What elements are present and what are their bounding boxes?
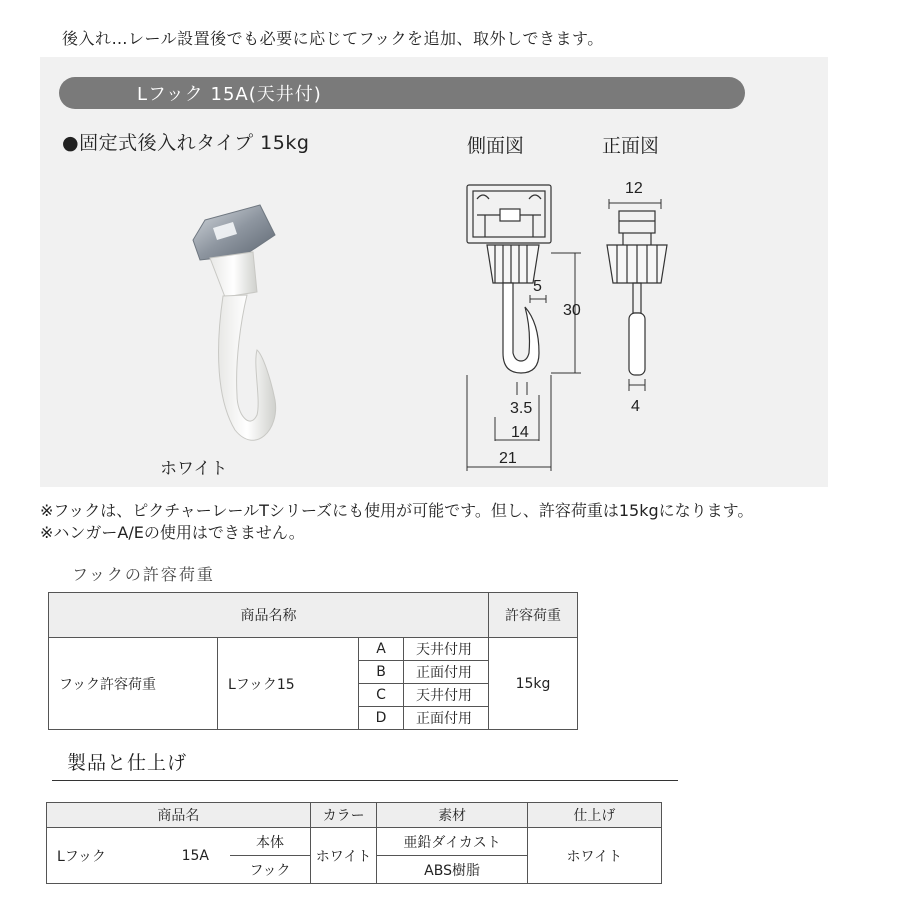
variant-type: 天井付用 [404, 684, 489, 707]
variant-code: B [359, 661, 404, 684]
product-banner-title: Lフック 15A(天井付) [137, 84, 322, 105]
note-compatibility: ※フックは、ピクチャーレールTシリーズにも使用が可能です。但し、許容荷重は15kgになります。 [40, 501, 754, 520]
part-material: 亜鉛ダイカスト [377, 828, 527, 856]
variant-type: 正面付用 [404, 707, 489, 730]
header-name: 商品名 [47, 803, 311, 828]
variant-type: 正面付用 [404, 661, 489, 684]
product-feature: ●固定式後入れタイプ 15kg [62, 132, 310, 154]
dim-hook-gap: 5 [533, 278, 542, 295]
products-table [46, 802, 662, 884]
side-view-drawing [455, 175, 605, 475]
header-load: 許容荷重 [489, 593, 578, 638]
side-view-label: 側面図 [467, 135, 525, 157]
hook-load-table [48, 592, 578, 730]
products-divider [52, 780, 678, 781]
hook-load-title: フックの許容荷重 [72, 565, 215, 584]
row-label: フック許容荷重 [49, 638, 218, 730]
product-name: Lフック [47, 828, 161, 884]
header-material: 素材 [377, 803, 527, 828]
dim-height: 30 [563, 302, 581, 319]
product-color: ホワイト [310, 828, 377, 884]
dim-hook-thickness: 3.5 [510, 400, 533, 417]
hook-product-image [175, 200, 305, 450]
part-name: 本体 [230, 828, 310, 856]
product-model: 15A [160, 828, 230, 884]
intro-text: 後入れ…レール設置後でも必要に応じてフックを追加、取外しできます。 [62, 29, 604, 48]
header-product-name: 商品名称 [49, 593, 489, 638]
variant-code: D [359, 707, 404, 730]
variant-code: C [359, 684, 404, 707]
front-view-label: 正面図 [602, 135, 660, 157]
product-model: Lフック15 [218, 638, 359, 730]
part-name: フック [230, 856, 310, 884]
products-title: 製品と仕上げ [67, 752, 188, 774]
dim-front-thickness: 4 [631, 398, 640, 415]
product-finish: ホワイト [527, 828, 661, 884]
header-color: カラー [310, 803, 377, 828]
variant-code: A [359, 638, 404, 661]
load-value: 15kg [489, 638, 578, 730]
dim-rail-width: 21 [499, 450, 517, 467]
product-panel [40, 57, 828, 487]
dim-front-width: 12 [625, 180, 643, 197]
note-hanger: ※ハンガーA/Eの使用はできません。 [40, 523, 305, 542]
front-view-drawing [595, 175, 675, 425]
dim-hook-depth: 14 [511, 424, 529, 441]
color-label: ホワイト [160, 459, 228, 479]
header-finish: 仕上げ [527, 803, 661, 828]
part-material: ABS樹脂 [377, 856, 527, 884]
variant-type: 天井付用 [404, 638, 489, 661]
